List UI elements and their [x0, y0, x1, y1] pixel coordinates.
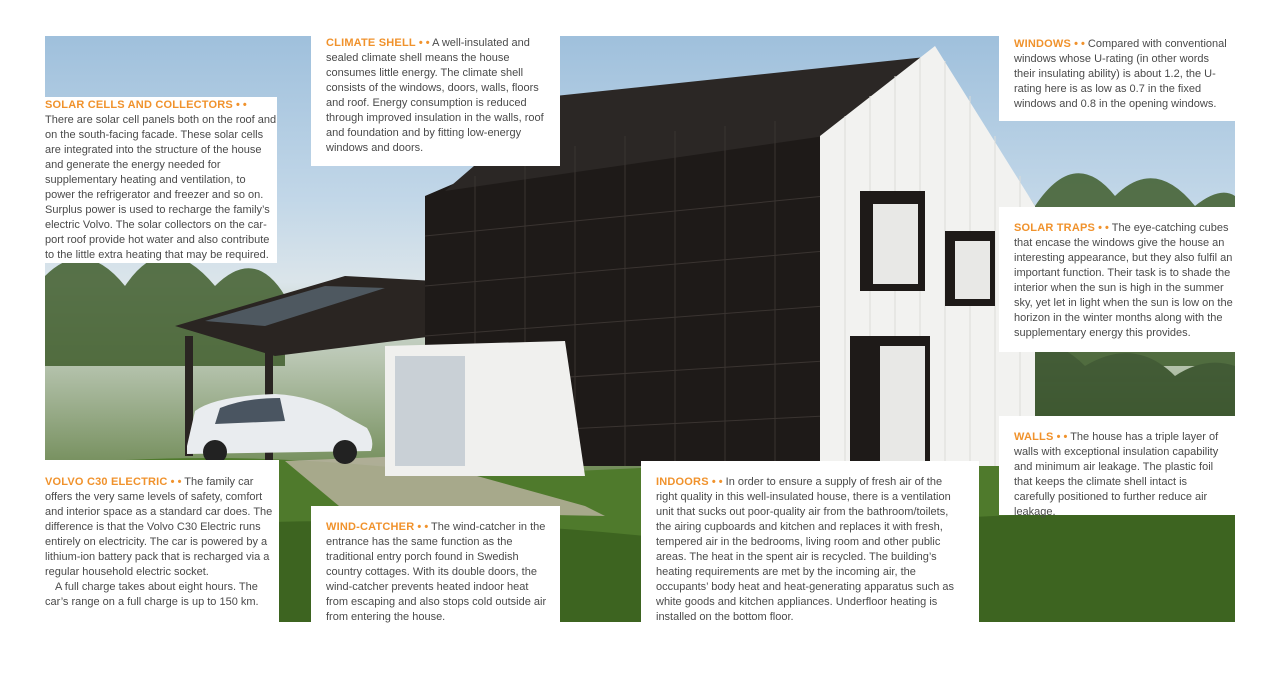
section-body: Compared with conventional windows whose U-rating (in other words their insulating ability) is about 1.2, the U-rating here is as low as 0.7 in the fixed windows and 0.8 in the opening windows. — [1014, 38, 1227, 110]
solar-trap-window — [955, 241, 990, 299]
volvo-section — [45, 460, 279, 630]
section-heading: SOLAR TRAPS — [1014, 222, 1096, 234]
section-body: The house has a triple layer of walls with exceptional insulation capability and minimum air leakage. The plastic foil that keeps the climate shell intact is carefully positioned to further reduce air leakage. — [1014, 431, 1219, 518]
wind-catcher-door — [395, 356, 465, 466]
section-heading: WIND-CATCHER — [326, 521, 415, 533]
solar-traps-section — [999, 207, 1235, 352]
section-body: A well-insulated and sealed climate shell means the house consumes little energy. The climate shell consists of the windows, doors, walls, floors and roof. Energy consumption is reduced through improved insulation in the walls, roof and foundation and by fitting low-energy windows and doors. — [326, 37, 544, 154]
dots-icon: • • — [1074, 38, 1085, 50]
walls-section — [999, 416, 1235, 518]
dots-icon: • • — [1056, 431, 1068, 443]
section-body: The eye-catching cubes that encase the windows give the house an interesting appearance, but they also fulfil an important function. Their task is to shade the interior when the sun is high in the summer sky, yet let in light when the sun is low on the horizon in the winter months along with the supplementary energy this provides. — [1014, 222, 1233, 339]
dots-icon: • • — [236, 99, 247, 111]
section-heading: SOLAR CELLS AND COLLECTORS — [45, 99, 233, 111]
section-body: There are solar cell panels both on the roof and on the south-facing facade. These solar cells are integrated into the structure of the house and generate the energy needed for supplementary heating and ventilation, to power the refrigerator and freezer and so on. Surplus power is used to recharge the family’s electric Volvo. The solar collectors on the car-port roof provide hot water and also contribute to the little extra heating that may be required. — [45, 114, 277, 261]
climate-shell-section — [311, 36, 560, 166]
section-heading: WINDOWS — [1014, 38, 1072, 50]
section-heading: CLIMATE SHELL — [326, 37, 416, 49]
section-heading: WALLS — [1014, 431, 1054, 443]
door — [880, 346, 925, 461]
dots-icon: • • — [417, 521, 429, 533]
solar-trap-window — [873, 204, 918, 284]
dots-icon: • • — [170, 476, 182, 488]
dots-icon: • • — [418, 37, 430, 49]
wind-catcher-section — [311, 506, 560, 631]
windows-section — [999, 36, 1235, 121]
section-body: The family car offers the very same levels of safety, comfort and interior space as a standard car does. The difference is that the Volvo C30 Electric runs entirely on electricity. The car is powered by a lithium-ion battery pack that is recharged via a regular household electric socket. — [45, 476, 273, 578]
dots-icon: • • — [1098, 222, 1109, 234]
indoors-section — [641, 461, 979, 631]
section-heading: INDOORS — [656, 476, 709, 488]
section-body: The wind-catcher in the entrance has the same function as the traditional entry porch found in Swedish country cottages. With its double doors, the wind-catcher prevents heated indoor heat from escaping and also stops cold outside air from entering the house. — [326, 521, 547, 623]
section-body: In order to ensure a supply of fresh air of the right quality in this well-insulated house, there is a ventilation unit that sucks out poor-quality air from the bathroom/toilets, the airing cupboards and kitchen and replaces it with fresh, tempered air in the bedrooms, living room and other public areas. The heat in the spent air is recycled. The building’s heating requirements are met by the incoming air, the occupants’ body heat and heat-generating apparatus such as white goods and kitchen appliances. Underfloor heating is installed on the bottom floor. — [656, 476, 955, 623]
dots-icon: • • — [711, 476, 723, 488]
section-body-2: A full charge takes about eight hours. The car’s range on a full charge is up to 150 km. — [45, 581, 259, 608]
car — [187, 394, 372, 464]
section-heading: VOLVO C30 ELECTRIC — [45, 476, 168, 488]
solar-cells-section — [45, 97, 277, 263]
